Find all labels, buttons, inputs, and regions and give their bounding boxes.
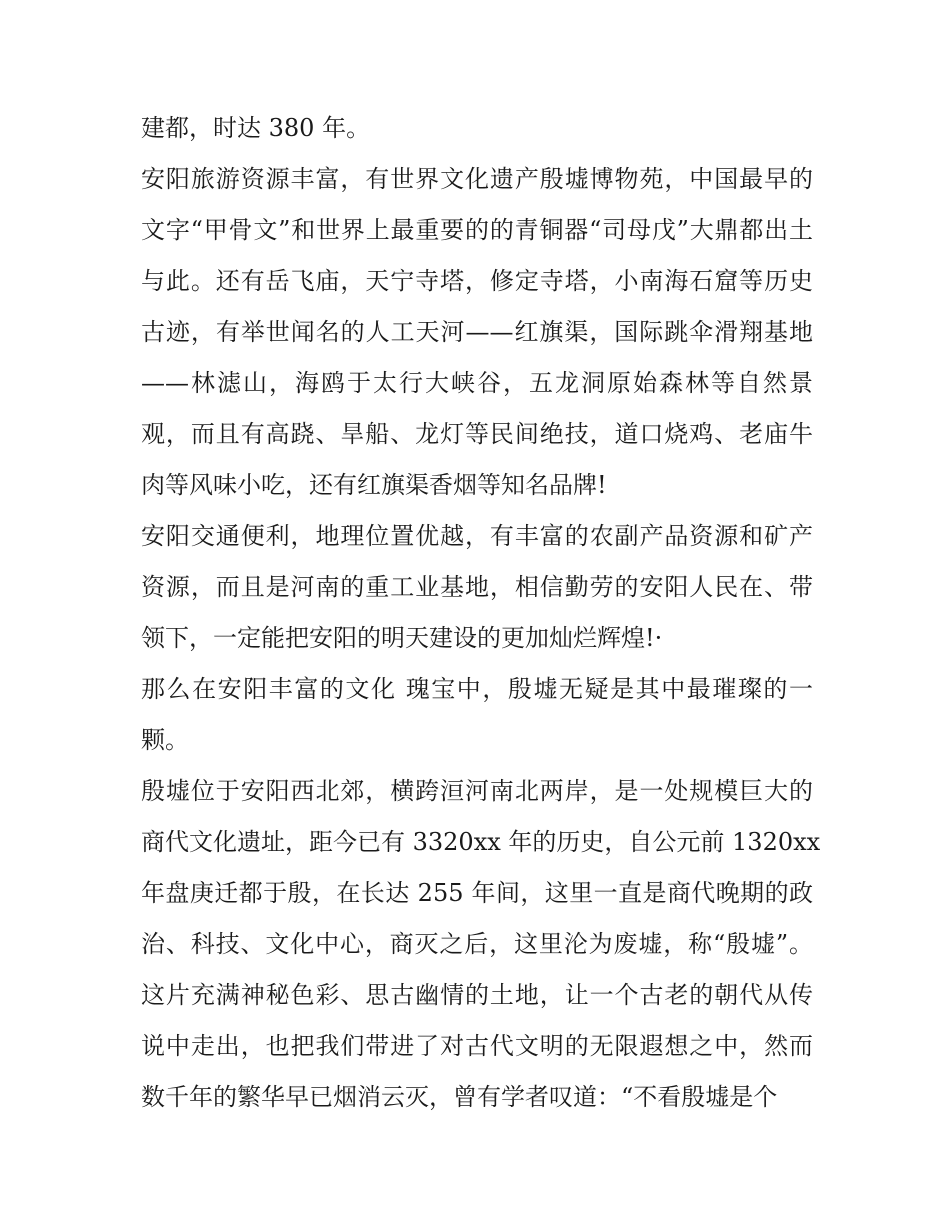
paragraph-yinxu-history (141, 766, 821, 1123)
paragraph-capital-history (141, 103, 813, 154)
document-body (141, 103, 821, 1123)
paragraph-transport-industry (141, 511, 813, 664)
text-line: 商代文化遗址，距今已有 3320xx 年的历史，自公元前 1320xx (141, 828, 821, 856)
text-line: 古迹，有举世闻名的人工天河——红旗渠，国际跳伞滑翔基地 (141, 318, 813, 346)
text-line: 说中走出，也把我们带进了对古代文明的无限遐想之中，然而 (141, 1032, 813, 1060)
text-line: 治、科技、文化中心，商灭之后，这里沦为废墟，称“殷墟”。 (141, 930, 813, 958)
text-line: 年盘庚迁都于殷，在长达 255 年间，这里一直是商代晚期的政 (141, 879, 813, 907)
paragraph-tourism-resources (141, 154, 813, 511)
text-line: 安阳旅游资源丰富，有世界文化遗产殷墟博物苑，中国最早的 (141, 165, 813, 193)
text-line: 与此。还有岳飞庙，天宁寺塔，修定寺塔，小南海石窟等历史 (141, 267, 813, 295)
text-line: 建都，时达 380 年。 (141, 114, 371, 142)
text-line: ——林滤山，海鸥于太行大峡谷，五龙洞原始森林等自然景 (141, 369, 813, 397)
text-line: 观，而且有高跷、旱船、龙灯等民间绝技，道口烧鸡、老庙牛 (141, 420, 813, 448)
paragraph-yinxu-treasure (141, 664, 813, 766)
text-line: 肉等风味小吃，还有红旗渠香烟等知名品牌! (141, 471, 607, 499)
text-line: 领下，一定能把安阳的明天建设的更加灿烂辉煌!· (141, 624, 663, 652)
text-line: 这片充满神秘色彩、思古幽情的土地，让一个古老的朝代从传 (141, 981, 813, 1009)
text-line: 资源，而且是河南的重工业基地，相信勤劳的安阳人民在、带 (141, 573, 813, 601)
text-line: 安阳交通便利，地理位置优越，有丰富的农副产品资源和矿产 (141, 522, 813, 550)
text-line: 文字“甲骨文”和世界上最重要的的青铜器“司母戊”大鼎都出土 (141, 216, 813, 244)
text-line: 那么在安阳丰富的文化 瑰宝中，殷墟无疑是其中最璀璨的一 (141, 675, 813, 703)
text-line: 数千年的繁华早已烟消云灭，曾有学者叹道：“不看殷墟是个 (141, 1083, 778, 1111)
text-line: 颗。 (141, 726, 189, 754)
text-line: 殷墟位于安阳西北郊，横跨洹河南北两岸，是一处规模巨大的 (141, 777, 813, 805)
